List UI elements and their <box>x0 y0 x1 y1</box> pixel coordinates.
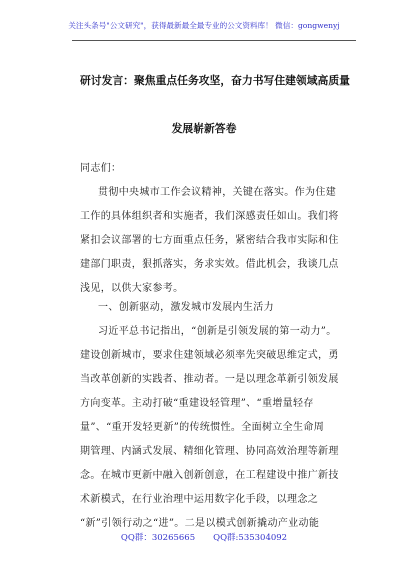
header-promo-text: 关注头条号"公文研究"，获得最新最全最专业的公文资料库！ 微信：gongwenyj <box>68 21 340 30</box>
body-line: 念。在城市更新中融入创新创意，在工程建设中推广新技 <box>80 470 339 481</box>
body-line: 建部门职责，狠抓落实，务求实效。借此机会，我谈几点 <box>80 259 339 270</box>
body-line: 紧扣会议部署的七方面重点任务，紧密结合我市实际和住 <box>80 235 339 246</box>
body-line: 术新模式，在行业治理中运用数字化手段，以理念之 <box>80 494 319 505</box>
document-title-line-1: 研讨发言：聚焦重点任务攻坚，奋力书写住建领域高质量 <box>80 74 350 87</box>
footer-qq-group-1: QQ群：30265665 <box>120 533 196 543</box>
header-divider <box>72 40 356 41</box>
footer-qq-group-2: QQ群:535304092 <box>213 533 288 543</box>
body-line: 当改革创新的实践者、推动者。一是以理念革新引领发展 <box>80 374 339 385</box>
body-line: 工作的具体组织者和实施者，我们深感责任如山。我们将 <box>80 211 339 222</box>
body-line: 建设创新城市，要求住建领域必须率先突破思维定式，勇 <box>80 350 339 361</box>
footer-contact <box>0 531 408 543</box>
body-line: 贯彻中央城市工作会议精神，关键在落实。作为住建 <box>98 187 337 198</box>
body-line: “新”引领行动之“进”。二是以模式创新撬动产业动能 <box>80 518 320 529</box>
body-line: 量”、“重开发轻更新”的传统惯性。全面树立全生命周 <box>80 422 325 433</box>
body-line: 习近平总书记指出，“创新是引领发展的第一动力”。 <box>98 326 337 337</box>
section-heading: 一、创新驱动，激发城市发展内生活力 <box>98 302 274 313</box>
body-line: 方向变革。主动打破“重建设轻管理”、“重增量轻存 <box>80 398 314 409</box>
body-line: 浅见，以供大家参考。 <box>80 283 184 294</box>
salutation: 同志们： <box>80 163 122 174</box>
document-title-line-2: 发展崭新答卷 <box>171 122 237 135</box>
body-line: 期管理、内涵式发展、精细化管理、协同高效治理等新理 <box>80 446 339 457</box>
